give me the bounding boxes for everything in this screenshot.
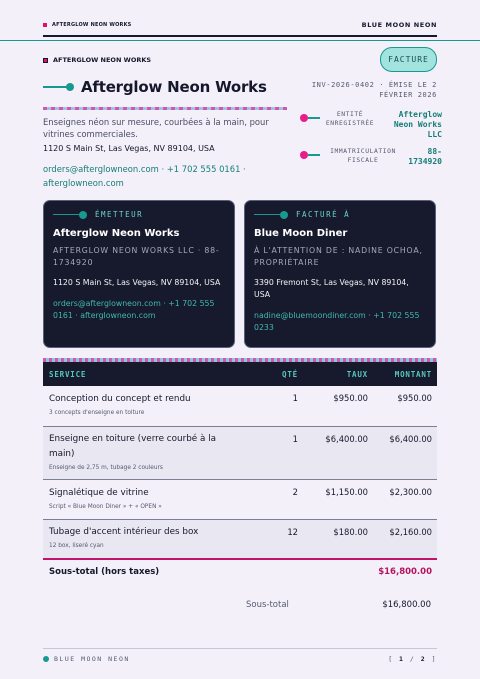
page-total: 2 bbox=[420, 655, 427, 663]
line-decoration bbox=[43, 86, 67, 88]
dot-icon bbox=[43, 656, 49, 662]
row-title: Conception du concept et rendu bbox=[49, 394, 191, 404]
brand-mini bbox=[43, 22, 131, 28]
row-qty: 1 bbox=[292, 434, 298, 444]
table-header bbox=[43, 362, 437, 386]
row-detail: Script « Blue Moon Diner » + « OPEN » bbox=[49, 504, 162, 510]
square-icon bbox=[43, 58, 48, 63]
row-qty: 1 bbox=[292, 393, 298, 403]
divider bbox=[0, 40, 480, 41]
footer-brand: BLUE MOON NEON bbox=[54, 655, 130, 663]
row-rate: $180.00 bbox=[333, 527, 368, 537]
header-rate: TAUX bbox=[346, 369, 368, 379]
summary-subtotal bbox=[246, 600, 431, 610]
invoice-number-line: INV-2026-0402 · ÉMISE LE 2 bbox=[311, 81, 437, 89]
registered-entity-value: Afterglow Neon Works LLC bbox=[393, 110, 442, 139]
header-service: SERVICE bbox=[49, 369, 87, 379]
header-amount: MONTANT bbox=[394, 369, 432, 379]
divider bbox=[43, 35, 437, 37]
subtotal-row bbox=[43, 558, 437, 584]
square-icon bbox=[43, 23, 47, 27]
top-bar bbox=[43, 14, 437, 36]
neon-divider bbox=[43, 107, 287, 110]
tax-id-label: IMMATRICULATION FISCALE bbox=[330, 148, 396, 164]
divider bbox=[43, 648, 437, 649]
billed-to-label-text: FACTURÉ À bbox=[296, 210, 351, 219]
tax-id bbox=[300, 147, 442, 167]
header-qty: QTÉ bbox=[282, 369, 298, 379]
company-title-row bbox=[43, 78, 267, 96]
summary-label: Sous-total bbox=[246, 600, 289, 610]
billed-to-address: 3390 Fremont St, Las Vegas, NV 89104, USA bbox=[254, 278, 409, 299]
row-qty: 12 bbox=[287, 527, 298, 537]
emitter-label bbox=[53, 210, 225, 219]
invoice-date-line: FÉVRIER 2026 bbox=[379, 91, 437, 99]
issuer-tag bbox=[43, 56, 151, 64]
dot-icon bbox=[66, 83, 74, 91]
row-amount: $2,160.00 bbox=[389, 527, 432, 537]
page-indicator bbox=[388, 655, 437, 663]
emitter-legal: AFTERGLOW NEON WORKS LLC · 88-1734920 bbox=[53, 246, 220, 267]
table-row bbox=[43, 480, 437, 520]
billed-to-card bbox=[244, 200, 436, 348]
table-row bbox=[43, 520, 437, 558]
table-row bbox=[43, 386, 437, 427]
row-detail: 3 concepts d'enseigne en toiture bbox=[49, 410, 145, 416]
row-qty: 2 bbox=[292, 487, 298, 497]
row-amount: $6,400.00 bbox=[389, 434, 432, 444]
pin-icon bbox=[300, 114, 320, 122]
emitter-label-text: ÉMETTEUR bbox=[95, 210, 144, 219]
subtotal-value: $16,800.00 bbox=[378, 567, 432, 577]
dot-icon bbox=[280, 211, 288, 219]
row-rate: $1,150.00 bbox=[325, 487, 368, 497]
page-bracket-open: [ bbox=[388, 655, 394, 663]
dot-icon bbox=[79, 211, 87, 219]
row-detail: Enseigne de 2,75 m, tubage 2 couleurs bbox=[49, 465, 163, 471]
page-separator: / bbox=[409, 655, 416, 663]
emitter-card bbox=[43, 200, 235, 348]
page-bracket-close: ] bbox=[431, 655, 437, 663]
row-title: Enseigne en toiture (verre courbé à la main) bbox=[49, 434, 217, 459]
row-rate: $950.00 bbox=[333, 393, 368, 403]
row-title: Tubage d'accent intérieur des box bbox=[49, 527, 199, 537]
emitter-contact: orders@afterglowneon.com · +1 702 555 0161 · afterglowneon.com bbox=[53, 299, 215, 320]
tax-id-value: 88-1734920 bbox=[408, 147, 442, 166]
company-tagline: Enseignes néon sur mesure, courbées à la main, pour vitrines commerciales. bbox=[43, 117, 269, 139]
billed-to-contact: nadine@bluemoondiner.com · +1 702 555 0233 bbox=[254, 311, 420, 332]
billed-to-name: Blue Moon Diner bbox=[254, 228, 348, 239]
emitter-name: Afterglow Neon Works bbox=[53, 228, 180, 239]
emitter-address: 1120 S Main St, Las Vegas, NV 89104, USA bbox=[53, 278, 221, 287]
company-title: Afterglow Neon Works bbox=[81, 78, 267, 96]
pin-icon bbox=[300, 151, 320, 159]
company-address: 1120 S Main St, Las Vegas, NV 89104, USA bbox=[43, 144, 215, 153]
page-current: 1 bbox=[399, 655, 405, 663]
registered-entity bbox=[300, 110, 442, 140]
table-row bbox=[43, 427, 437, 480]
client-mini-label: BLUE MOON NEON bbox=[361, 21, 437, 29]
document-type-badge: FACTURE bbox=[380, 47, 437, 72]
subtotal-label: Sous-total (hors taxes) bbox=[49, 567, 160, 577]
company-contact: orders@afterglowneon.com · +1 702 555 0161 · afterglowneon.com bbox=[43, 164, 246, 188]
summary-value: $16,800.00 bbox=[382, 600, 431, 610]
issuer-tag-label: AFTERGLOW NEON WORKS bbox=[53, 56, 152, 64]
billed-to-attention: À L'ATTENTION DE : NADINE OCHOA, PROPRIÉTAIRE bbox=[254, 246, 423, 267]
row-title: Signalétique de vitrine bbox=[49, 488, 149, 498]
row-amount: $950.00 bbox=[397, 393, 432, 403]
row-rate: $6,400.00 bbox=[325, 434, 368, 444]
registered-entity-label: ENTITÉ ENREGISTRÉE bbox=[325, 111, 375, 127]
footer bbox=[43, 655, 437, 663]
invoice-meta bbox=[312, 80, 437, 100]
brand-mini-label: AFTERGLOW NEON WORKS bbox=[52, 22, 132, 28]
billed-to-label bbox=[254, 210, 426, 219]
row-amount: $2,300.00 bbox=[389, 487, 432, 497]
row-detail: 12 box, liseré cyan bbox=[49, 543, 104, 549]
